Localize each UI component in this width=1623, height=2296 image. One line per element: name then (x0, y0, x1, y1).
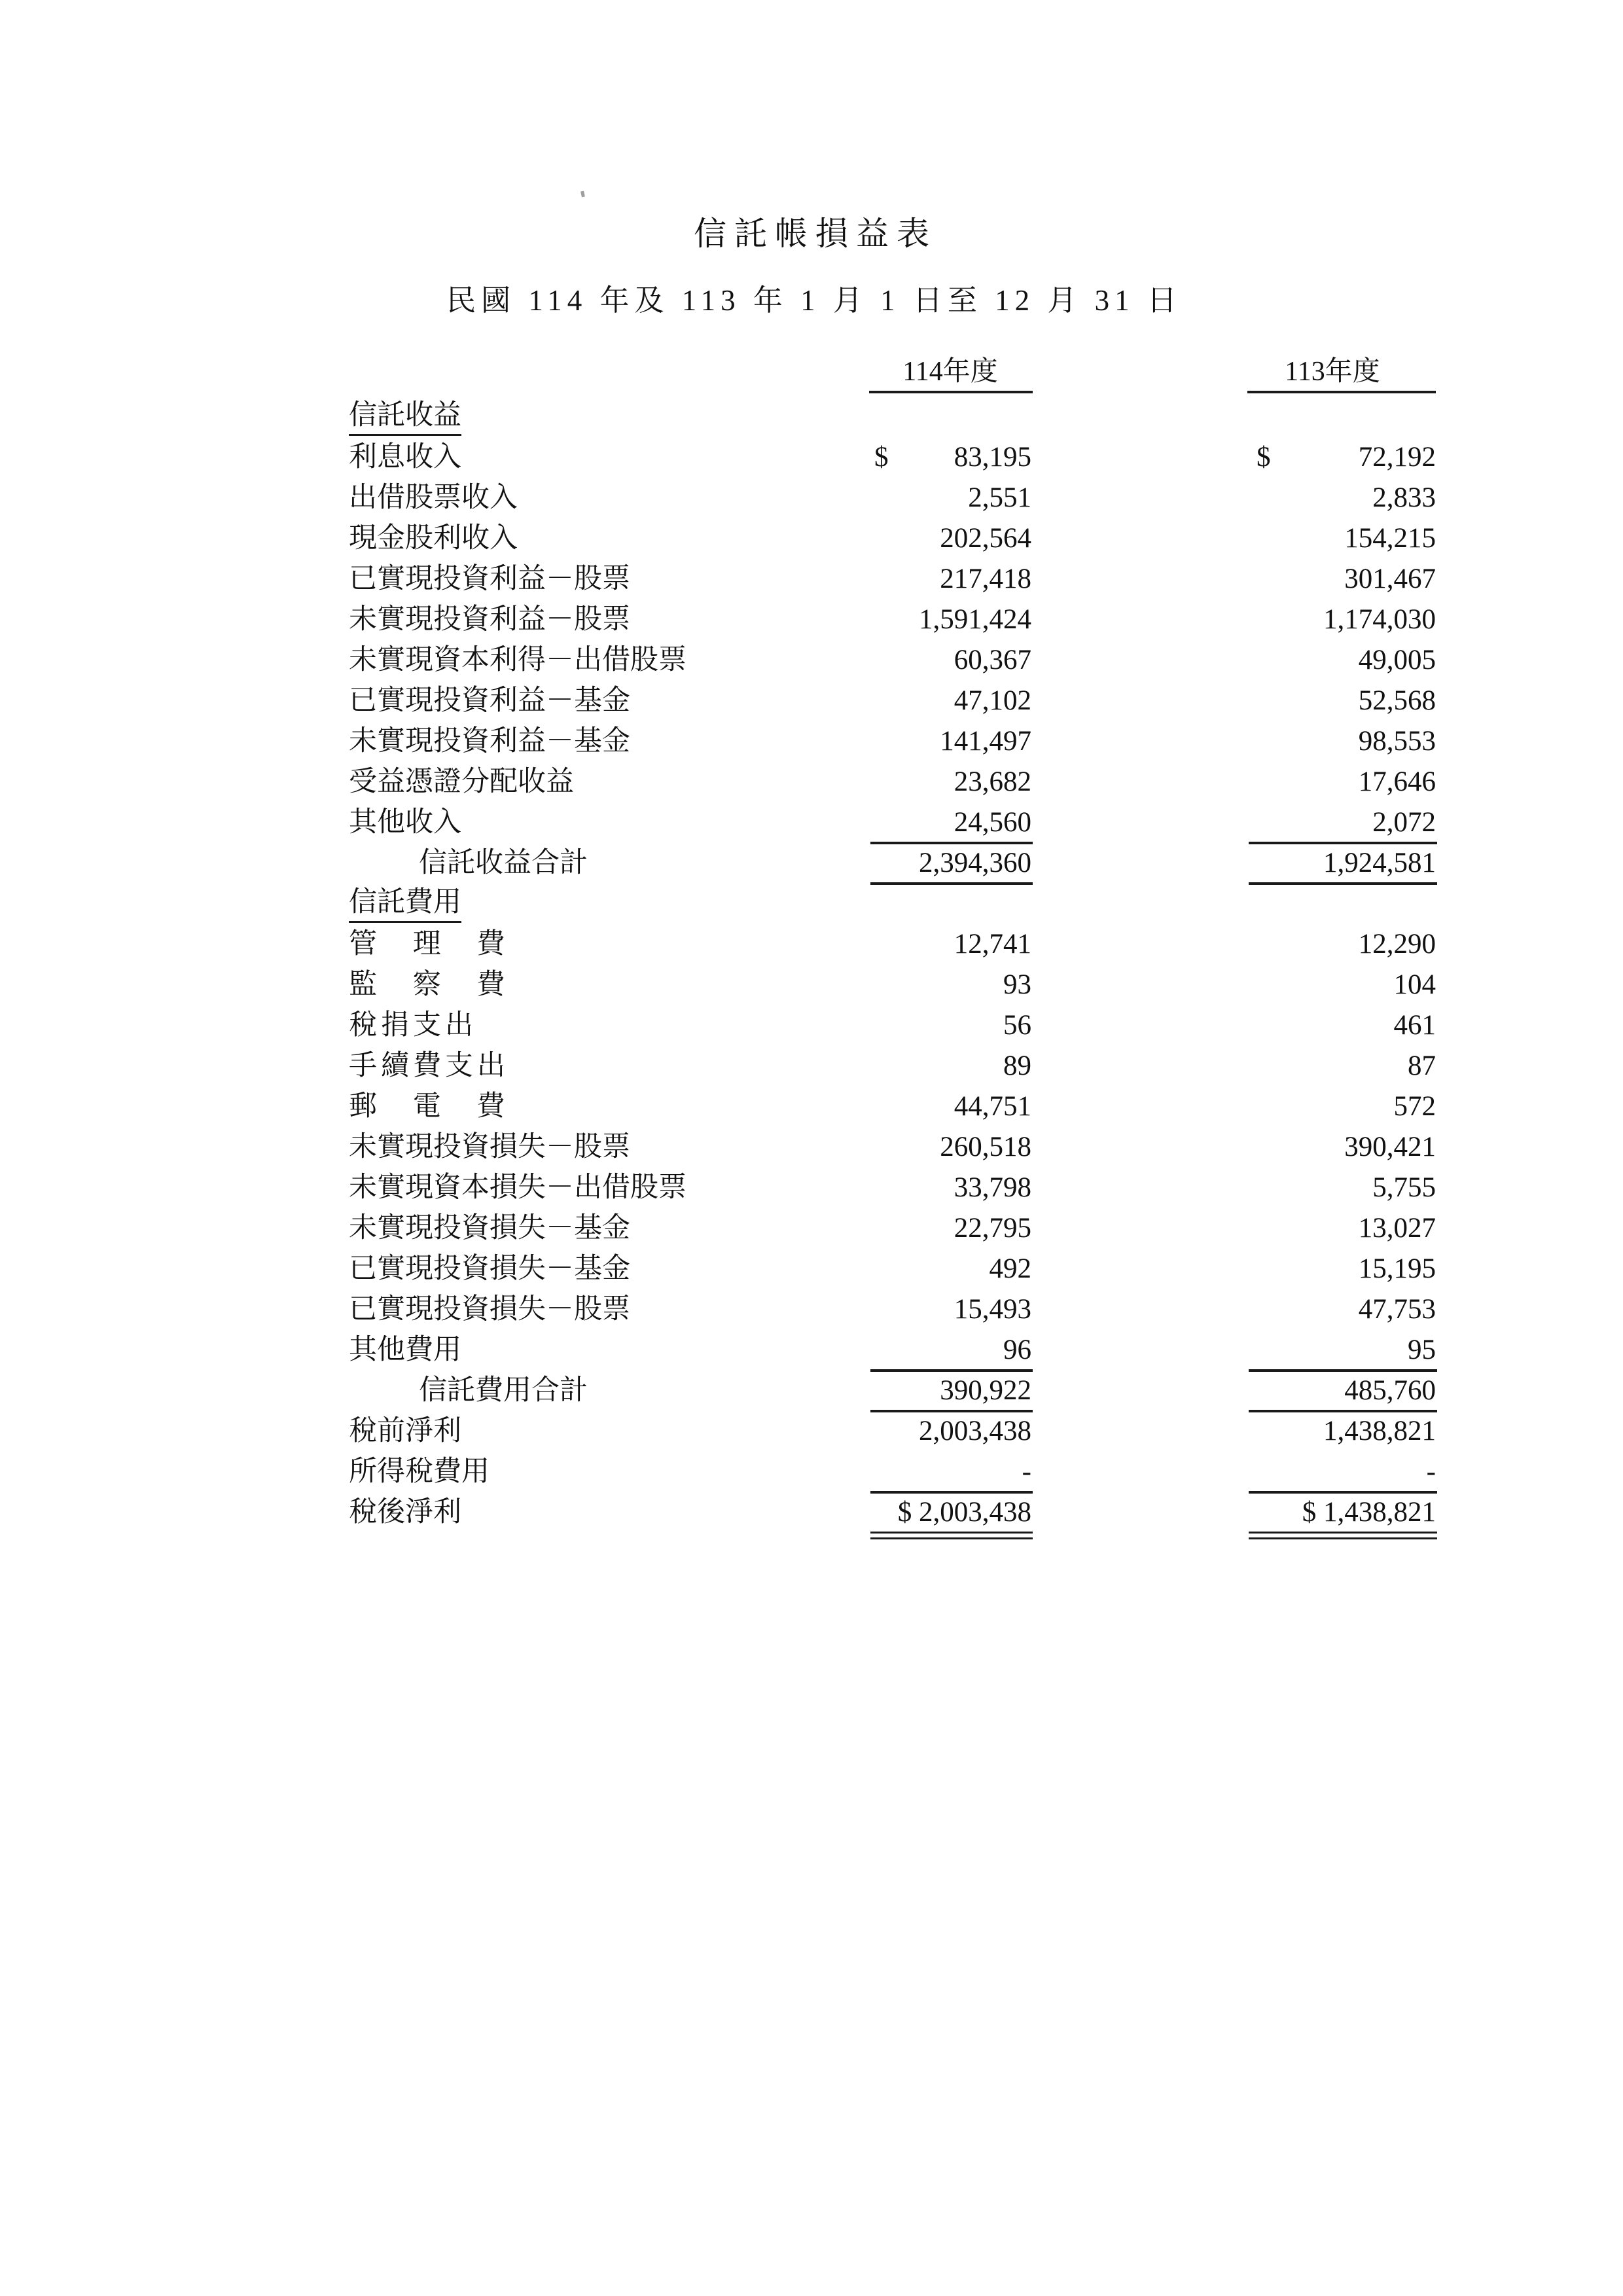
row-label: 其他費用 (349, 1335, 461, 1365)
summary-row (0, 1453, 1623, 1494)
row-value-114: 83,195 (954, 442, 1031, 473)
table-row (0, 1128, 1623, 1169)
row-label: 稅後淨利 (349, 1497, 461, 1528)
revenue-total-value-113: 1,924,581 (1323, 848, 1436, 878)
row-value-113: 72,192 (1358, 442, 1436, 473)
row-value-113: 12,290 (1358, 929, 1436, 960)
row-value-113: 1,174,030 (1323, 604, 1436, 635)
row-value-114: 141,497 (940, 726, 1031, 757)
row-value-114: 1,591,424 (919, 604, 1031, 635)
summary-row (0, 1494, 1623, 1534)
row-value-113: 2,833 (1372, 482, 1436, 513)
row-label: 未實現投資損失－基金 (349, 1213, 630, 1244)
table-row (0, 1291, 1623, 1331)
row-value-114: 15,493 (954, 1294, 1031, 1325)
row-label: 現金股利收入 (349, 523, 518, 554)
table-row (0, 966, 1623, 1007)
page-subtitle: 民國 114 年及 113 年 1 月 1 日至 12 月 31 日 (446, 284, 1182, 317)
row-value-114: 217,418 (940, 564, 1031, 594)
row-value-113: 5,755 (1372, 1172, 1436, 1203)
row-value-114: 22,795 (954, 1213, 1031, 1244)
table-row (0, 1088, 1623, 1128)
table-row (0, 804, 1623, 844)
subtotal-rule-113 (1249, 1532, 1437, 1539)
row-value-113: 2,072 (1372, 807, 1436, 838)
table-row (0, 1169, 1623, 1210)
row-value-114: 47,102 (954, 685, 1031, 716)
column-header-rule-113 (1247, 391, 1436, 393)
row-value-114: 23,682 (954, 766, 1031, 797)
row-value-114: 24,560 (954, 807, 1031, 838)
row-value-113: 15,195 (1358, 1253, 1436, 1284)
column-header-113: 113年度 (1285, 357, 1380, 387)
row-value-114: 492 (989, 1253, 1031, 1284)
row-value-113: 1,438,821 (1323, 1416, 1436, 1446)
row-label: 出借股票收入 (349, 482, 518, 513)
row-value-114: 56 (1003, 1010, 1031, 1041)
row-label: 手續費支出 (349, 1050, 509, 1081)
row-label: 稅前淨利 (349, 1416, 461, 1446)
row-label: 郵 電 費 (349, 1091, 520, 1122)
row-label: 稅捐支出 (349, 1010, 477, 1041)
expense-total-value-113: 485,760 (1344, 1375, 1436, 1406)
row-value-113: 95 (1408, 1335, 1436, 1365)
section-header-revenue (0, 398, 1623, 439)
table-row (0, 1210, 1623, 1250)
table-row (0, 560, 1623, 601)
row-value-113: 49,005 (1358, 645, 1436, 675)
table-row (0, 925, 1623, 966)
row-value-114: 60,367 (954, 645, 1031, 675)
currency-symbol-113: $ (1257, 442, 1271, 473)
row-label: 管 理 費 (349, 929, 520, 960)
table-row (0, 479, 1623, 520)
currency-symbol-114: $ (874, 442, 889, 473)
row-value-113: 47,753 (1358, 1294, 1436, 1325)
revenue-total-label: 信託收益合計 (419, 848, 588, 878)
row-label: 未實現資本損失－出借股票 (349, 1172, 687, 1203)
row-value-114: 33,798 (954, 1172, 1031, 1203)
row-value-114: 202,564 (940, 523, 1031, 554)
table-row (0, 601, 1623, 641)
row-value-114: 96 (1003, 1335, 1031, 1365)
row-value-113: 98,553 (1358, 726, 1436, 757)
row-label: 利息收入 (349, 442, 461, 473)
column-header-114: 114年度 (902, 357, 998, 387)
row-value-114: 93 (1003, 969, 1031, 1000)
row-value-113: 301,467 (1344, 564, 1436, 594)
row-value-114: 260,518 (940, 1132, 1031, 1162)
row-label: 未實現投資利益－股票 (349, 604, 630, 635)
row-value-113: 52,568 (1358, 685, 1436, 716)
row-label: 已實現投資損失－股票 (349, 1294, 630, 1325)
row-value-113: 572 (1393, 1091, 1436, 1122)
row-value-113: 17,646 (1358, 766, 1436, 797)
row-value-114: 44,751 (954, 1091, 1031, 1122)
row-label: 所得稅費用 (349, 1456, 490, 1487)
row-label: 未實現投資損失－股票 (349, 1132, 630, 1162)
row-label: 監 察 費 (349, 969, 520, 1000)
row-value-114: 2,551 (968, 482, 1031, 513)
row-label: 其他收入 (349, 807, 461, 838)
table-row (0, 520, 1623, 560)
table-row (0, 682, 1623, 723)
summary-row (0, 1412, 1623, 1453)
section-header-expense-label: 信託費用 (349, 885, 461, 923)
row-label: 已實現投資損失－基金 (349, 1253, 630, 1284)
row-value-114: 12,741 (954, 929, 1031, 960)
table-row (0, 763, 1623, 804)
table-row (0, 439, 1623, 479)
table-row (0, 1047, 1623, 1088)
page-title: 信託帳損益表 (694, 215, 937, 252)
row-value-113: 390,421 (1344, 1132, 1436, 1162)
row-label: 受益憑證分配收益 (349, 766, 574, 797)
revenue-total-value-114: 2,394,360 (919, 848, 1031, 878)
row-value-113: 87 (1408, 1050, 1436, 1081)
expense-total-row (0, 1372, 1623, 1412)
column-header-rule-114 (869, 391, 1033, 393)
row-value-114: - (1022, 1456, 1031, 1487)
net-after-tax-value-114: $ 2,003,438 (897, 1497, 1031, 1528)
row-value-113: 13,027 (1358, 1213, 1436, 1244)
row-value-113: 461 (1393, 1010, 1436, 1041)
table-row (0, 1250, 1623, 1291)
net-after-tax-value-113: $ 1,438,821 (1302, 1497, 1436, 1528)
row-label: 已實現投資利益－基金 (349, 685, 630, 716)
revenue-total-row (0, 844, 1623, 885)
row-value-114: 2,003,438 (919, 1416, 1031, 1446)
row-value-113: 104 (1393, 969, 1436, 1000)
row-label: 未實現資本利得－出借股票 (349, 645, 687, 675)
row-value-113: 154,215 (1344, 523, 1436, 554)
table-row (0, 641, 1623, 682)
row-value-113: - (1426, 1456, 1436, 1487)
subtotal-rule-114 (870, 1532, 1033, 1539)
expense-total-value-114: 390,922 (940, 1375, 1031, 1406)
section-header-revenue-label: 信託收益 (349, 398, 461, 436)
row-value-114: 89 (1003, 1050, 1031, 1081)
row-label: 已實現投資利益－股票 (349, 564, 630, 594)
expense-total-label: 信託費用合計 (419, 1375, 588, 1406)
table-row (0, 1007, 1623, 1047)
section-header-expense (0, 885, 1623, 925)
table-row (0, 723, 1623, 763)
table-row (0, 1331, 1623, 1372)
row-label: 未實現投資利益－基金 (349, 726, 630, 757)
